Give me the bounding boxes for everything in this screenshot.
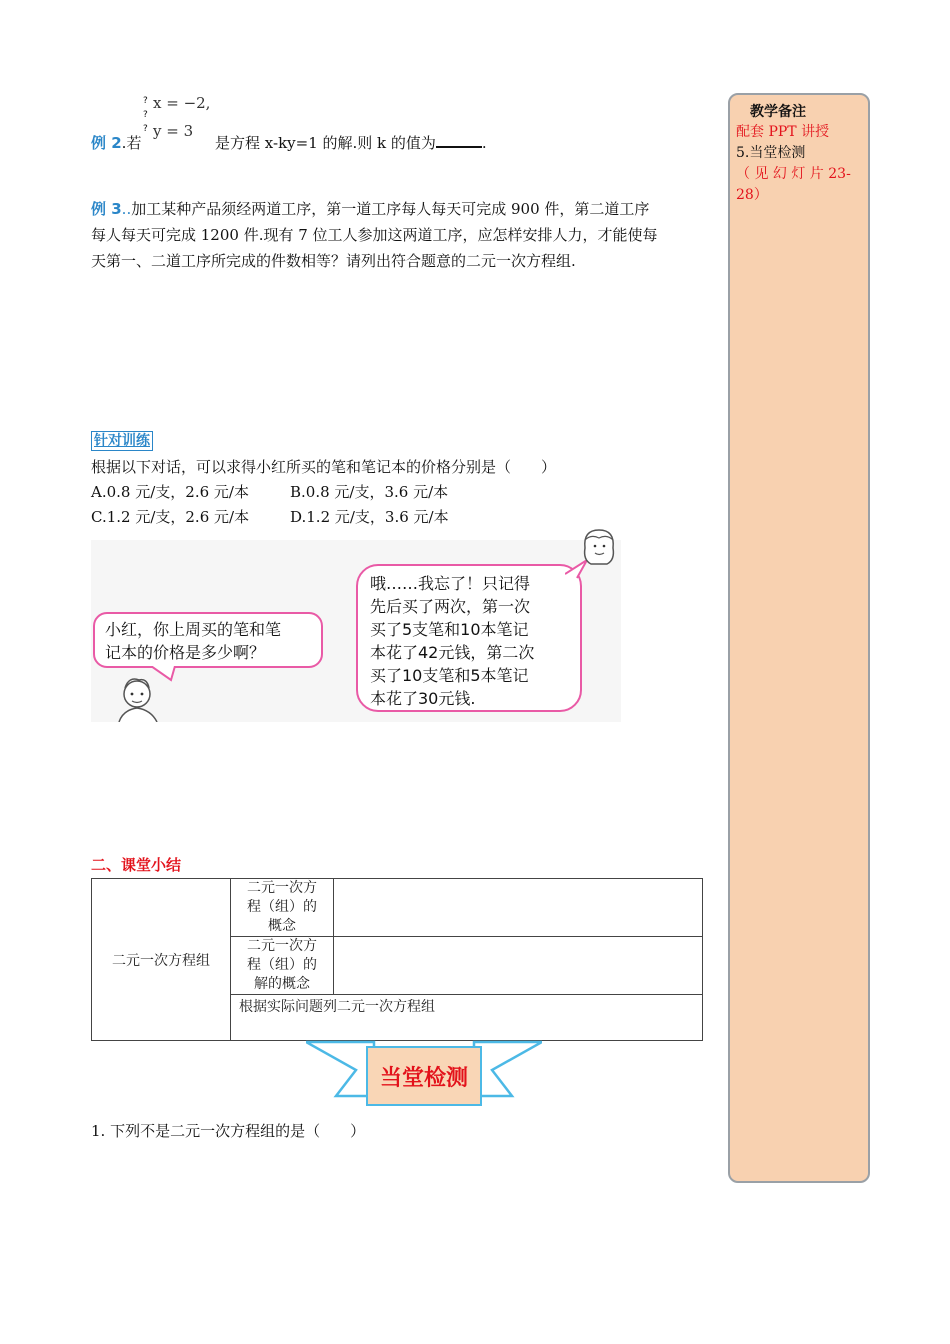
- option-a: A.0.8 元/支，2.6 元/本: [91, 483, 249, 501]
- boy-speech-bubble: 小红，你上周买的笔和笔 记本的价格是多少啊？: [93, 612, 323, 668]
- sidebar-line-slides: （ 见 幻 灯 片 23-: [736, 166, 851, 182]
- example2-line: 例 2.若 是方程 x-ky=1 的解.则 k 的值为 .: [91, 134, 487, 152]
- example2-prefix: 若: [126, 134, 142, 152]
- banner: [366, 1046, 482, 1106]
- summary-table: [91, 878, 703, 1041]
- sidebar-title: 教学备注: [750, 104, 806, 120]
- summary-heading: 二、课堂小结: [91, 856, 182, 874]
- summary-cell-application: 根据实际问题列二元一次方程组: [231, 995, 703, 1041]
- example2-text: 是方程 x-ky=1 的解.则 k 的值为: [215, 134, 436, 152]
- summary-row-header: 二元一次方程组: [92, 879, 231, 1041]
- sidebar-line-ppt: 配套 PPT 讲授: [736, 124, 830, 140]
- banner-text: 当堂检测: [379, 1065, 468, 1091]
- training-question: 根据以下对话，可以求得小红所买的笔和笔记本的价格分别是（ ）: [91, 458, 557, 476]
- summary-answer-1: [334, 879, 703, 937]
- summary-cell-solution: 二元一次方 程（组）的 解的概念: [231, 937, 334, 995]
- example3-block: 例 3..加工某种产品须经两道工序，第一道工序每人每天可完成 900 件，第二道工序 每人每天可完成 1200 件.现有 7 位工人参加这两道工序，应怎样安排人力，才能使每 天第一、二道工序所完成的件数相等？请列出符合题意的二元一次方程组.: [91, 196, 721, 274]
- example3-line-2: 每人每天可完成 1200 件.现有 7 位工人参加这两道工序，应怎样安排人力，才能使每: [91, 226, 658, 244]
- sidebar-line-slides-end: 28）: [736, 187, 768, 203]
- boy-avatar: [113, 674, 165, 722]
- summary-answer-2: [334, 937, 703, 995]
- teaching-notes-sidebar: [728, 93, 870, 1183]
- girl-avatar: [577, 526, 621, 570]
- question-1-text: 下列不是二元一次方程组的是（ ）: [110, 1122, 366, 1140]
- brace-glyph-bottom: ?: [143, 124, 148, 134]
- equation-y: y = 3: [153, 122, 194, 140]
- dialogue-illustration: [91, 540, 621, 722]
- answer-blank: [436, 132, 482, 148]
- option-d: D.1.2 元/支，3.6 元/本: [290, 508, 449, 526]
- sidebar-line-check: 5.当堂检测: [736, 145, 806, 161]
- summary-cell-concept: 二元一次方 程（组）的 概念: [231, 879, 334, 937]
- brace-glyph-mid: ?: [143, 110, 148, 120]
- girl-speech-bubble: 哦……我忘了！只记得 先后买了两次，第一次 买了5支笔和10本笔记 本花了42元钱，第二次 买了10支笔和5本笔记 本花了30元钱.: [356, 564, 582, 712]
- option-c: C.1.2 元/支，2.6 元/本: [91, 508, 250, 526]
- example2-label: 例 2: [91, 134, 122, 152]
- question-1: [91, 1118, 365, 1144]
- training-heading: 针对训练: [91, 431, 153, 451]
- question-1-number: 1.: [91, 1122, 106, 1140]
- option-b: B.0.8 元/支，3.6 元/本: [290, 483, 449, 501]
- equation-x: x = −2,: [153, 94, 211, 112]
- example3-label: 例 3: [91, 200, 122, 218]
- brace-glyph-top: ?: [143, 96, 148, 106]
- example3-line-1: 加工某种产品须经两道工序，第一道工序每人每天可完成 900 件，第二道工序: [131, 200, 650, 218]
- example3-line-3: 天第一、二道工序所完成的件数相等？请列出符合题意的二元一次方程组.: [91, 252, 576, 270]
